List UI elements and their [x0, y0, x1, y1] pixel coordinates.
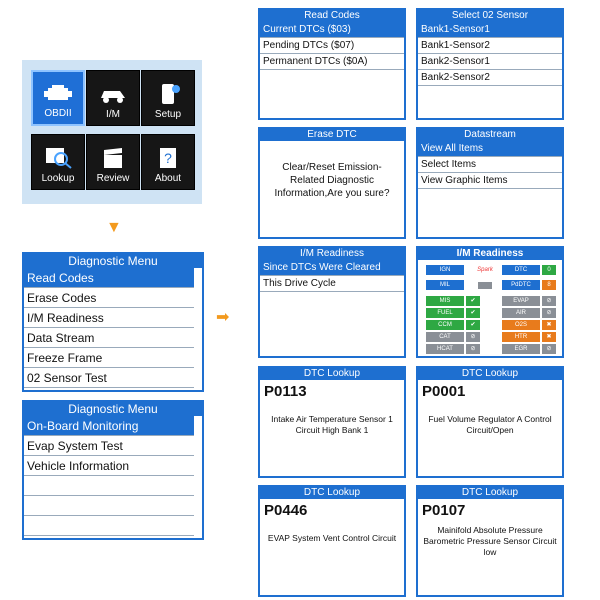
dtc-description: EVAP System Vent Control Circuit	[267, 533, 397, 543]
screen-title: Diagnostic Menu	[24, 254, 202, 268]
dtc-magnifier-icon	[43, 147, 73, 169]
monitor-label: HTR	[502, 332, 540, 342]
menu-item-erase-codes[interactable]: Erase Codes	[24, 288, 194, 308]
monitor-status-icon: ✔	[466, 320, 480, 330]
monitor-label: AIR	[502, 308, 540, 318]
dtc-code: P0001	[422, 383, 466, 400]
monitor-status-icon: ⊘	[466, 332, 480, 342]
tile-label: Lookup	[41, 173, 75, 184]
question-document-icon	[153, 147, 183, 169]
datastream-screen	[416, 127, 564, 239]
monitor-status-icon: ⊘	[466, 344, 480, 354]
tile-about[interactable]	[141, 134, 195, 190]
menu-item-select-items[interactable]: Select Items	[418, 157, 562, 173]
mil-label: MIL	[426, 280, 464, 290]
tile-label: I/M	[106, 109, 120, 120]
screen-title: Datastream	[418, 129, 562, 141]
menu-item-this-drive-cycle[interactable]: This Drive Cycle	[260, 276, 404, 292]
dtc-code: P0446	[264, 502, 308, 519]
dtc-lookup-screen-1	[258, 366, 406, 478]
screen-title: DTC Lookup	[260, 487, 404, 499]
clapper-icon	[98, 147, 128, 169]
dtc-lookup-screen-4	[416, 485, 564, 597]
dtc-description: Mainifold Absolute Pressure Barometric Pressure Sensor Circuit low	[423, 525, 557, 557]
menu-item-empty	[24, 516, 194, 536]
ign-label: IGN	[426, 265, 464, 275]
screen-title: DTC Lookup	[260, 368, 404, 380]
diagnostic-menu-1	[22, 252, 204, 392]
monitor-label: EVAP	[502, 296, 540, 306]
tile-lookup[interactable]	[31, 134, 85, 190]
screen-title: DTC Lookup	[418, 368, 562, 380]
dtc-lookup-screen-2	[416, 366, 564, 478]
pddtc-label: PdDTC	[502, 280, 540, 290]
menu-item-view-graphic[interactable]: View Graphic Items	[418, 173, 562, 189]
im-readiness-screen	[258, 246, 406, 358]
tile-label: About	[154, 173, 182, 184]
monitor-status-icon: ✖	[542, 320, 556, 330]
monitor-status-icon: ✖	[542, 332, 556, 342]
screen-title: Erase DTC	[260, 129, 404, 141]
monitor-status-icon: ✔	[466, 296, 480, 306]
read-codes-screen	[258, 8, 406, 120]
dtc-label: DTC	[502, 265, 540, 275]
diagnostic-menu-2	[22, 400, 204, 540]
select-o2-sensor-screen	[416, 8, 564, 120]
screen-title: I/M Readiness	[260, 248, 404, 260]
screen-title: DTC Lookup	[418, 487, 562, 499]
menu-item-o2-sensor-test[interactable]: 02 Sensor Test	[24, 368, 194, 388]
dtc-description: Intake Air Temperature Sensor 1 Circuit High Bank 1	[271, 414, 393, 435]
menu-item-permanent-dtcs[interactable]: Permanent DTCs ($0A)	[260, 54, 404, 70]
dtc-lookup-screen-3	[258, 485, 406, 597]
right-arrow-icon: ➡	[216, 309, 230, 326]
spark-label: Spark	[466, 265, 504, 275]
home-menu	[22, 60, 202, 204]
menu-item-bank2-sensor2[interactable]: Bank2-Sensor2	[418, 70, 562, 86]
monitor-label: CCM	[426, 320, 464, 330]
monitor-status-icon: ✔	[466, 308, 480, 318]
menu-item-since-dtcs-cleared[interactable]: Since DTCs Were Cleared	[260, 260, 404, 276]
menu-item-view-all[interactable]: View All Items	[418, 141, 562, 157]
monitor-label: EGR	[502, 344, 540, 354]
screen-title: I/M Readiness	[418, 248, 562, 260]
tile-obdii[interactable]	[31, 70, 85, 126]
screen-title: Read Codes	[260, 10, 404, 22]
down-arrow-icon: ▼	[106, 219, 122, 236]
menu-item-vehicle-information[interactable]: Vehicle Information	[24, 456, 194, 476]
engine-light-icon	[466, 280, 504, 290]
svg-text:?: ?	[164, 150, 172, 166]
dtc-count: 0	[542, 265, 556, 275]
menu-item-pending-dtcs[interactable]: Pending DTCs ($07)	[260, 38, 404, 54]
confirm-message: Clear/Reset Emission-Related Diagnostic Information,Are you sure?	[274, 162, 390, 199]
erase-dtc-screen	[258, 127, 406, 239]
screen-title: Select 02 Sensor	[418, 10, 562, 22]
menu-item-evap-system-test[interactable]: Evap System Test	[24, 436, 194, 456]
tile-label: Review	[96, 173, 130, 184]
monitor-label: CAT	[426, 332, 464, 342]
menu-item-empty	[24, 496, 194, 516]
dtc-code: P0113	[264, 383, 307, 400]
im-readiness-status-screen	[416, 246, 564, 358]
tile-label: OBDII	[44, 108, 72, 119]
menu-item-data-stream[interactable]: Data Stream	[24, 328, 194, 348]
menu-item-current-dtcs[interactable]: Current DTCs ($03)	[260, 22, 404, 38]
monitor-status-icon: ⊘	[542, 308, 556, 318]
dtc-description: Fuel Volume Regulator A Control Circuit/Open	[428, 414, 552, 435]
monitor-label: HCAT	[426, 344, 464, 354]
car-icon	[98, 83, 128, 105]
tile-label: Setup	[154, 109, 182, 120]
menu-item-im-readiness[interactable]: I/M Readiness	[24, 308, 194, 328]
tile-review[interactable]	[86, 134, 140, 190]
dtc-code: P0107	[422, 502, 466, 519]
monitor-label: O2S	[502, 320, 540, 330]
menu-item-bank1-sensor1[interactable]: Bank1-Sensor1	[418, 22, 562, 38]
monitor-label: FUEL	[426, 308, 464, 318]
tile-im[interactable]	[86, 70, 140, 126]
monitor-status-icon: ⊘	[542, 296, 556, 306]
screen-title: Diagnostic Menu	[24, 402, 202, 416]
menu-item-freeze-frame[interactable]: Freeze Frame	[24, 348, 194, 368]
menu-item-empty	[24, 476, 194, 496]
pddtc-count: 8	[542, 280, 556, 290]
scanner-gear-icon	[153, 83, 183, 105]
menu-item-bank2-sensor1[interactable]: Bank2-Sensor1	[418, 54, 562, 70]
monitor-status-icon: ⊘	[542, 344, 556, 354]
menu-item-bank1-sensor2[interactable]: Bank1-Sensor2	[418, 38, 562, 54]
tile-setup[interactable]	[141, 70, 195, 126]
menu-item-read-codes[interactable]: Read Codes	[24, 268, 194, 288]
menu-item-onboard-monitoring[interactable]: On-Board Monitoring	[24, 416, 194, 436]
monitor-label: MIS	[426, 296, 464, 306]
car-engine-icon	[43, 82, 73, 104]
